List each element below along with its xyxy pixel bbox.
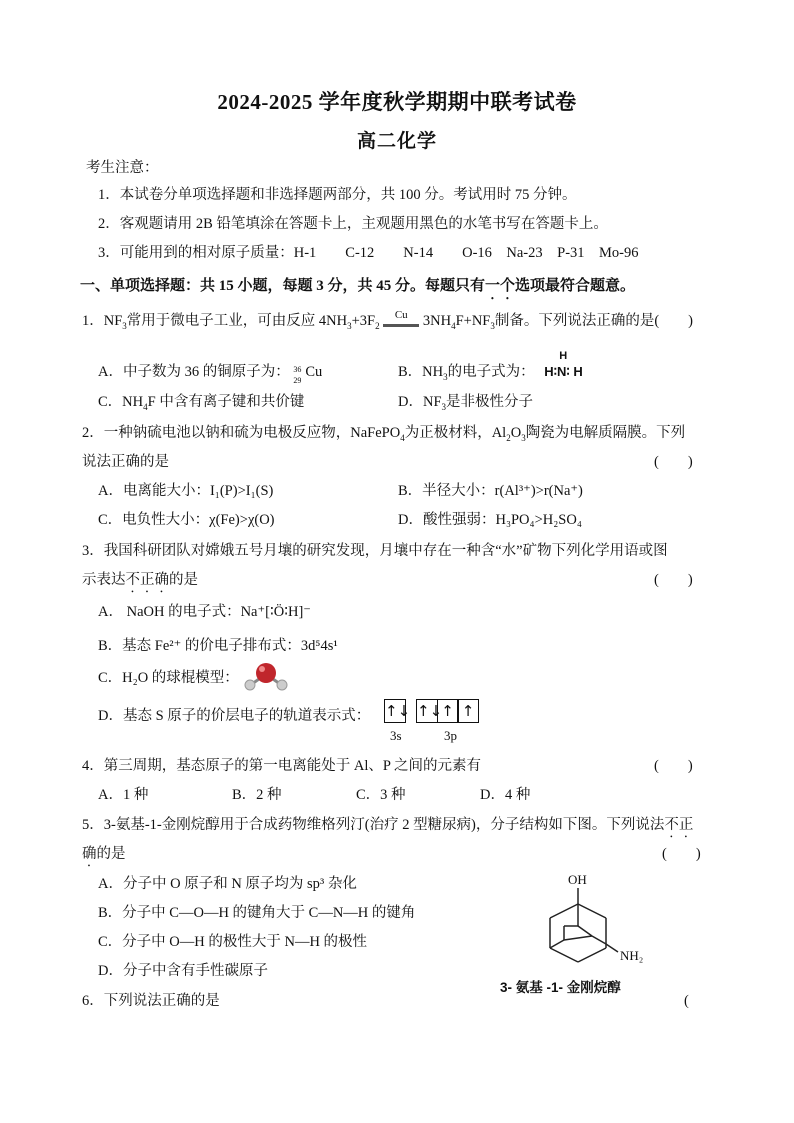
q3-option-b: B．基态 Fe²⁺ 的价电子排布式：3d⁵4s¹ [98,638,338,654]
orbital-label-3s: 3s [390,728,402,743]
notice-item-3: 3．可能用到的相对原子质量：H-1 C-12 N-14 O-16 Na-23 P-31 Mo-96 [98,245,639,261]
question-3-stem: 3．我国科研团队对嫦娥五号月壤的研究发现，月壤中存在一种含“水”矿物下列化学用语或图 [82,543,668,559]
answer-paren: ( ) [662,846,701,862]
q5-option-a: A．分子中 O 原子和 N 原子均为 sp³ 杂化 [98,876,357,892]
orbital-3p-3: ↑ [457,699,479,723]
q3-option-a: A． NaOH 的电子式：Na⁺[∶Ö∶H]⁻ [98,604,311,620]
hydroxyl-label: OH [568,872,587,887]
q4-option-b: B．2 种 [232,787,282,803]
notice-item-2: 2．客观题请用 2B 铅笔填涂在答题卡上，主观题用黑色的水笔书写在答题卡上。 [98,216,608,232]
q1-option-b: B．$NH_3$的电子式为： H H∶N∶ H [398,350,583,382]
q1-option-a: A．中子数为 36 的铜原子为： 36 29 Cu [98,364,323,385]
q2-option-d: D．酸性强弱：H₃PO₄>H₂SO₄ [398,512,582,528]
question-1-stem: 1．$NF_3$常用于微电子工业，可由反应 $4NH_3+3F_2$ Cu $3NH_4F+NF_3$制备。下列说法正确的是( ) [82,308,694,331]
exam-subject: 高二化学 [356,131,437,152]
q4-option-c: C．3 种 [356,787,406,803]
q4-option-d: D．4 种 [480,787,531,803]
question-5-stem-line2: 确的是 [82,846,126,862]
notice-item-1: 1．本试卷分单项选择题和非选择题两部分，共 100 分。考试用时 75 分钟。 [98,187,577,203]
question-4-stem: 4．第三周期，基态原子的第一电离能处于 Al、P 之间的元素有 [82,758,482,774]
q2-option-b: B．半径大小：r(Al³⁺)>r(Na⁺) [398,483,583,499]
answer-paren: ( ) [654,572,693,588]
figure-caption: 3- 氨基 -1- 金刚烷醇 [500,980,621,995]
orbital-label-3p: 3p [444,728,457,743]
question-2-stem-line2: 说法正确的是 [82,454,169,470]
orbital-3p-2: ↑ [437,699,459,723]
q4-option-a: A．1 种 [98,787,149,803]
question-6-stem: 6．下列说法正确的是 [82,993,220,1009]
notice-heading: 考生注意： [86,160,159,176]
adamantane-structure [520,866,690,978]
q1-option-d: D．$NF_3$是非极性分子 [398,394,534,412]
q3-option-c: C．H₂O 的球棍模型： [98,670,239,686]
q1-option-c: C．$NH_4F$ 中含有离子键和共价键 [98,394,305,412]
reaction-arrow: Cu [383,314,419,330]
section-heading: 一、单项选择题：共 15 小题，每题 3 分，共 45 分。每题只有一个选项最符合题意。 [80,278,636,294]
answer-paren: ( ) [654,758,693,774]
orbital-3s: ↑↓ [384,699,406,723]
question-2-stem: 2．一种钠硫电池以钠和硫为电极反应物，NaFePO$_4$为正极材料，$Al_2O_3$陶瓷为电解质隔膜。下列 [82,425,686,443]
answer-paren: ( ) [654,454,693,470]
q5-option-b: B．分子中 C—O—H 的键角大于 C—N—H 的键角 [98,905,416,921]
question-5-stem: 5．3-氨基-1-金刚烷醇用于合成药物维格列汀(治疗 2 型糖尿病)，分子结构如下图。下列说法不正 [82,817,694,833]
exam-title: 2024-2025 学年度秋学期期中联考试卷 [217,90,577,114]
orbital-3p-1: ↑↓ [416,699,438,723]
question-3-stem-line2: 示表达不正确的是 [82,572,198,588]
q2-option-a: A．电离能大小：I₁(P)>I₁(S) [98,483,274,499]
q3-option-d: D．基态 S 原子的价层电子的轨道表示式： [98,708,371,724]
q2-option-c: C．电负性大小：χ(Fe)>χ(O) [98,512,275,528]
q5-option-c: C．分子中 O—H 的极性大于 N—H 的极性 [98,934,368,950]
answer-paren-open: ( [684,993,689,1009]
water-ball-stick-model [240,660,292,692]
q5-option-d: D．分子中含有手性碳原子 [98,963,268,979]
amino-label: NH₂ [620,948,644,963]
